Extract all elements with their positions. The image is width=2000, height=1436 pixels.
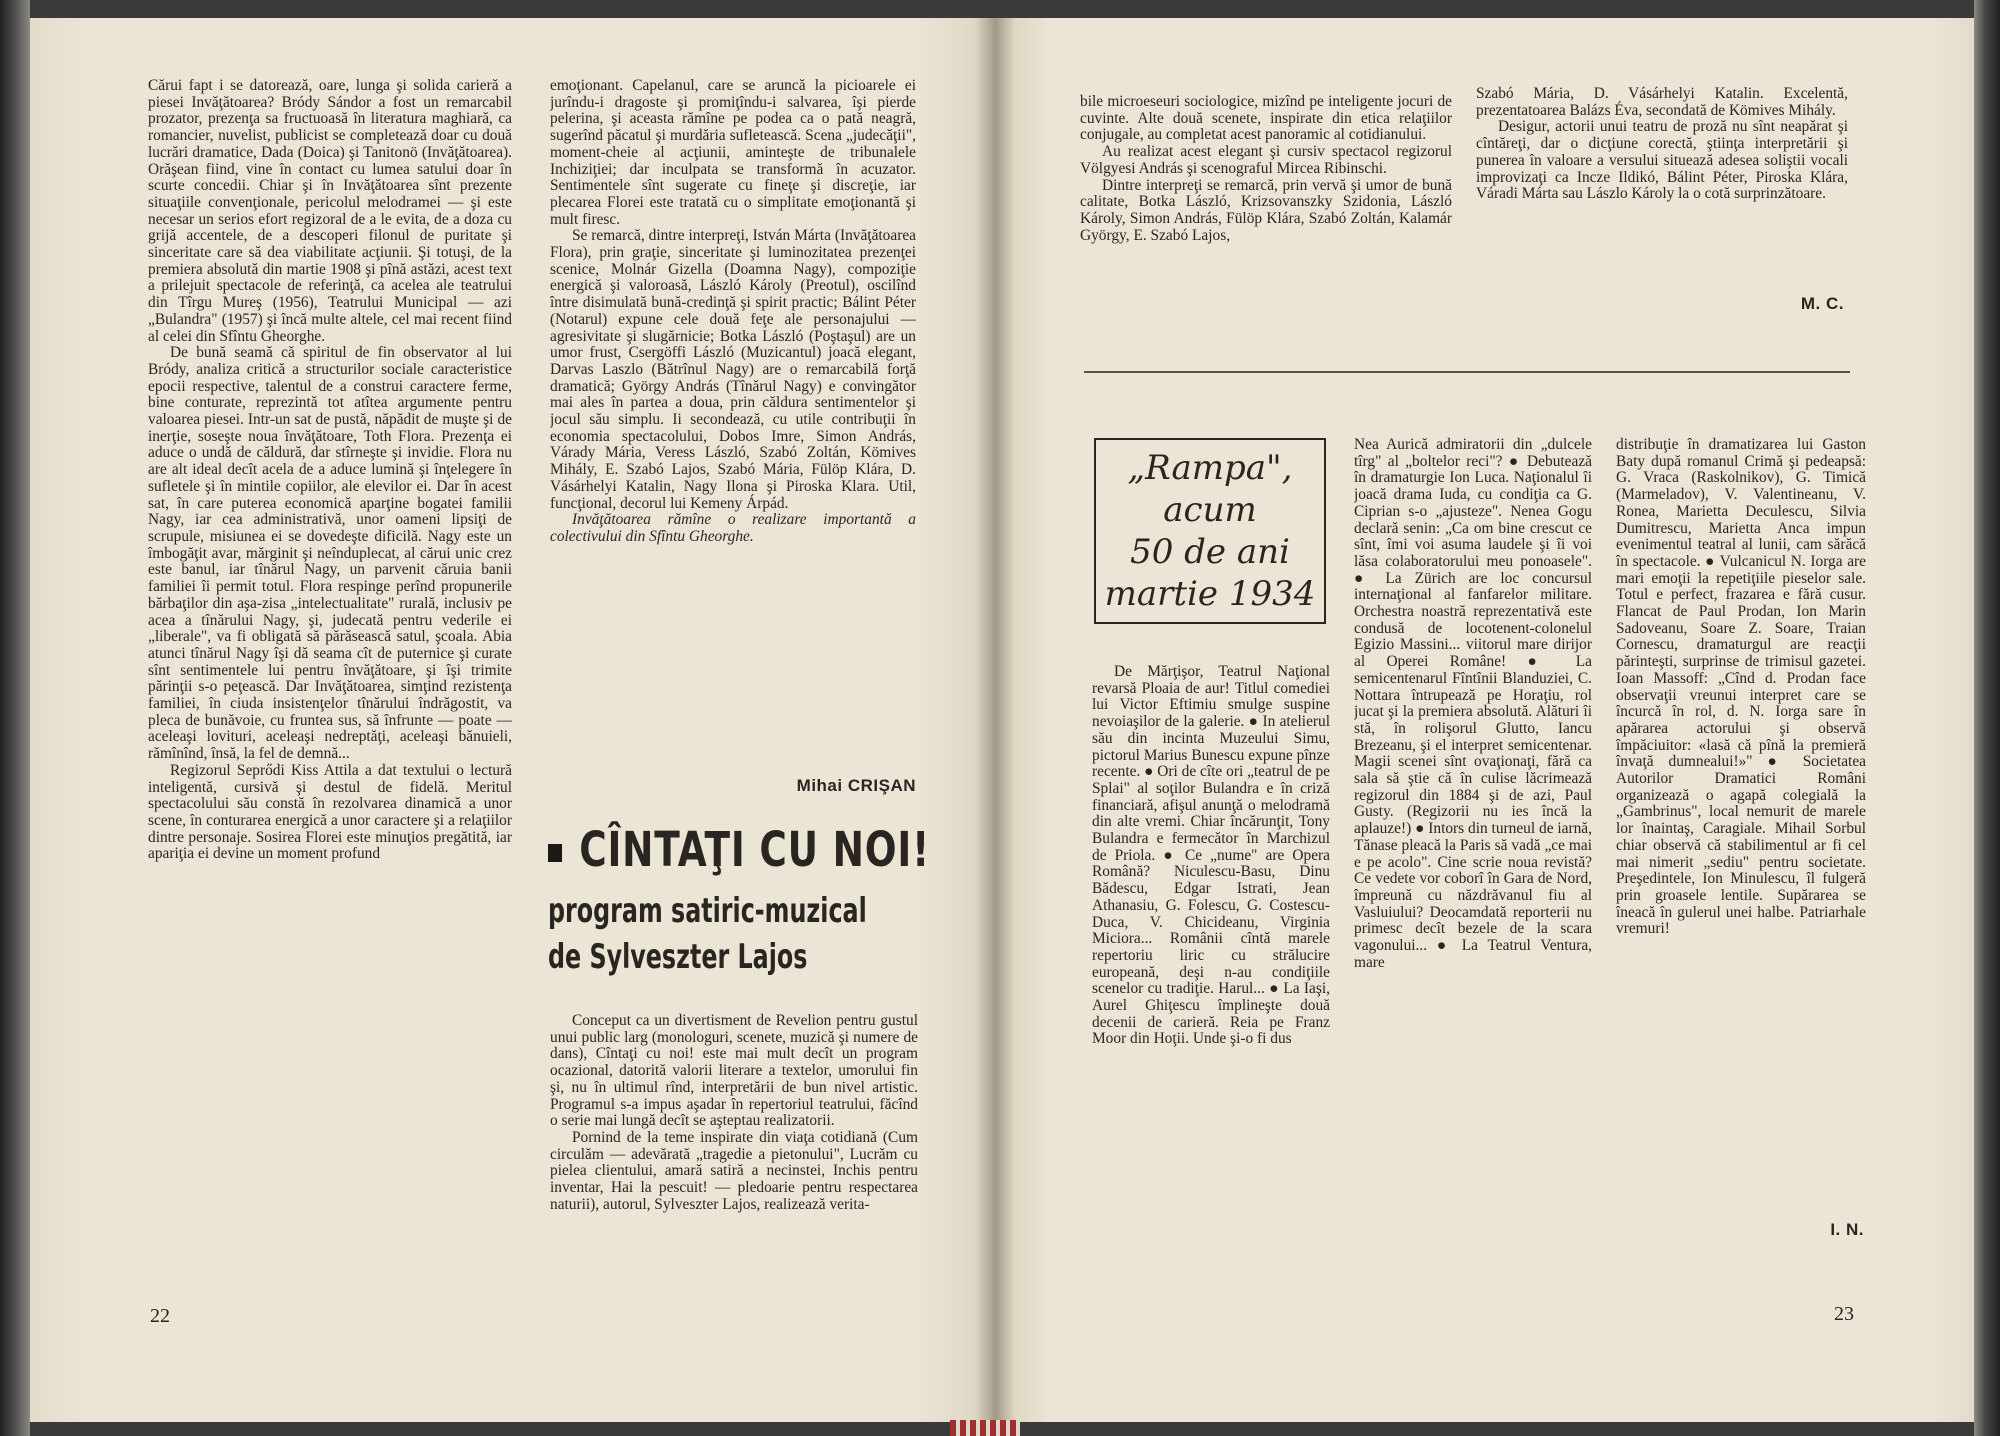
book-binding-right bbox=[1974, 0, 2000, 1436]
paragraph: emoţionant. Capelanul, care se aruncă la picioarele ei jurîndu-i dragoste şi promiţîndu-i salvarea, îşi pierde pelerina, şi aceasta rămîne pe podea ca o pată neagră, sugerînd păcatul şi murdăria sufletească. Scena „judecăţii", moment-cheie al acţiunii, aminteşte de tribunalele Inchiziţiei; dar inculpata se transformă în acuzator. Sentimentele sînt sugerate cu fineţe şi discreţie, iar plecarea Florei este tratată cu o simplitate emoţionantă şi mult firesc. bbox=[550, 78, 916, 228]
bookmark-ribbon bbox=[950, 1420, 1020, 1436]
paragraph: Au realizat acest elegant şi cursiv spectacol regizorul Völgyesi András şi scenograful Mircea Ribinschi. bbox=[1080, 143, 1452, 177]
page-number: 22 bbox=[150, 1305, 170, 1327]
paragraph: Conceput ca un divertisment de Revelion pentru gustul unui public larg (monologuri, scenete, muzică şi numere de dans), Cîntaţi cu noi! este mai mult decît un program ocazional, datorită valorii literare a textelor, umorului fin şi, nu în ultimul rînd, interpretării de bun nivel artistic. Programul s-a impus aşadar în repertoriul teatrului, făcînd o serie mai lungă decît se aşteptau realizatorii. bbox=[550, 1013, 918, 1130]
article-column-5 bbox=[1476, 86, 1848, 291]
page-number: 23 bbox=[1834, 1303, 1854, 1325]
paragraph: Nea Aurică admiratorii din „dulcele tîrg" al „boltelor reci"? ● Debutează în dramaturgie Ion Luca. Naţionalul îi joacă drama Iuda, cu condiţia ca G. Ciprian s-o „ajusteze". Nenea Gogu declară senin: „Ca om bine crescut ce sînt, îmi voi asuma laudele şi îi voi lăsa colaboratorului meu ponoasele". ● La Zürich are loc concursul internaţional al fanfarelor militare. Orchestra noastră reprezentativă este condusă de locotenent-colonelul Egizio Massini... viitorul mare dirijor al Operei Române! ● La semicentenarul Fîntînii Blanduziei, C. Nottara întrupează pe Horaţiu, rol jucat şi la premiera absolută. Alături îi stă, în rolişorul Glutto, Iancu Brezeanu, şi el interpret semicentenar. Magii scenei sînt ovaţionaţi, fără ca sala să ştie că în culise lăcrimează regizorul din 1884 şi de azi, Paul Gusty. (Regizorii nu ies încă la aplauze!) ● Intors din turneul de iarnă, Tănase pleacă la Paris să vadă „ce mai e pe acolo". Cine scrie noua revistă? Ce vedete vor coborî în Gara de Nord, împreună cu năzdrăvanul fiu al Vasluiului? Deocamdată reporterii nu primesc decît bezele de la scara vagonului... ● La Teatrul Ventura, mare bbox=[1354, 437, 1592, 971]
article-column-4 bbox=[1080, 94, 1452, 326]
rampa-date: martie 1934 bbox=[1104, 574, 1316, 614]
section-divider bbox=[1084, 371, 1850, 373]
paragraph: De bună seamă că spiritul de fin observator al lui Bródy, analiza critică a structurilor sociale caracteristice epocii respective, talentul de a construi caractere ferme, bine conturate, reprezintă tot atîtea argumente pentru valoarea piesei. Intr-un sat de pustă, năpădit de muşte şi de inerţie, soseşte noua învăţătoare, Toth Flora. Prezenţa ei aduce o undă de căldură, dar stîrneşte şi invidie. Flora nu are alt ideal decît acela de a aduce lumină şi înţelegere în sufletele şi în mintile copiilor, ale elevilor ei. Dar în acest sat, în care puterea economică aparţine bogatei familii Nagy, iar cea administrativă, unor oameni lipsiţi de scrupule, misiunea ei se dovedeşte dificilă. Nagy este un îmbogăţit avar, mărginit şi neînduplecat, al cărui unic crez este banul, iar tînărul Nagy, un parvenit căruia banii familiei îi permit totul. Flora respinge perînd propunerile bărbaţilor din aşa-zisa „intelectualitate" rurală, inclusiv pe acea a tînărului Nagy, şi, judecată pentru vederile ei „liberale", va fi obligată să părăsească satul, şcoala. Abia atunci tînărul Nagy îşi dă seama cît de puternice şi curate sînt sentimentele lui pentru învăţătoare, şi îşi trimite părinţii s-o peţească. Dar Invăţătoarea, simţind rezistenţa familiei, în ciuda insistenţelor tînărului îndrăgostit, va pleca de bunăvoie, cu fruntea sus, să înfrunte — poate — aceleaşi lovituri, aceleaşi nedreptăţi, aceleaşi bănuieli, rămînînd, însă, la fel de demnă... bbox=[148, 344, 512, 763]
paragraph: distribuţie în dramatizarea lui Gaston Baty după romanul Crimă şi pedeapsă: G. Vraca (Raskolnikov), G. Timică (Marmeladov), V. Valentineanu, V. Ronea, Marietta Deculescu, Silvia Dumitrescu, Marietta Anca impun evenimentul teatral al lunii, cam sărăcă în spectacole. ● Vulcanicul N. Iorga are mari emoţii la repetiţiile pieselor sale. Totul e perfect, frazarea e fără cusur. Flancat de Paul Prodan, Ion Marin Sadoveanu, Soare Z. Soare, Traian Cornescu, dramaturgul are reacţii părinteşti, surprinse de trimisul gazetei. Ioan Massoff: „Cînd d. Prodan face observaţii vreunui interpret care se încurcă în rol, d. N. Iorga sare în apărarea actorului şi observă împăciuitor: «lasă că pînă la premieră învaţă dumnealui!»" ● Societatea Autorilor Dramatici Români organizează o agapă colegială la „Gambrinus", local nemurit de marele lor înaintaş, Caragiale. Mihail Sorbul chiar observă că stabilimentul ar fi cel mai nimerit „sediu" pentru societate. Preşedintele, Ion Minulescu, îl fulgeră prin groasele lentile. Supărarea se îneacă în gulerul unei halbe. Patriarhale vremuri! bbox=[1616, 437, 1866, 938]
paragraph: Pornind de la teme inspirate din viaţa cotidiană (Cum circulăm — adevărată „tragedie a pietonului", Lucrăm cu pielea clientului, amară satiră a necinstei, Inchis pentru inventar, Hai la pescuit! — pledoarie pentru respectarea naturii), autorul, Sylveszter Lajos, realizează verita- bbox=[550, 1128, 918, 1213]
square-bullet-icon bbox=[548, 844, 562, 862]
paragraph: Dintre interpreţi se remarcă, prin vervă şi umor de bună calitate, Botka László, Krizsovanszky Szidonia, László Károly, Simon András, Fülöp Klára, Szabó Zoltán, Kalamár György, E. Szabó Lajos, bbox=[1080, 176, 1452, 244]
rampa-column-2 bbox=[1354, 437, 1592, 1249]
book-binding-left bbox=[0, 0, 30, 1436]
feature-title-block bbox=[548, 822, 928, 980]
feature-subtitle: program satiric-muzical bbox=[548, 891, 867, 931]
paragraph: Desigur, actorii unui teatru de proză nu sînt neapărat şi cîntăreţi, dar o dicţiune corectă, ştiinţa interpretării şi punerea în valoare a versului situează adesea soliştii vocali improvizaţi ca Incze Ildikó, Bálint Péter, Piroska Klára, Váradi Márta sau Lászlo Károly la o cotă surprinzătoare. bbox=[1476, 118, 1848, 203]
article-column-3 bbox=[550, 1013, 918, 1313]
paragraph: De Mărţişor, Teatrul Naţional revarsă Ploaia de aur! Titlul comediei lui Victor Eftimiu smulge suspine nevoiaşilor de la galerie. ● In atelierul său din incinta Muzeului Simu, pictorul Marius Bunescu expune pînze recente. ● Ori de cîte ori „teatrul de pe Splai" al soţilor Bulandra e în criză financiară, afişul anunţă o melodramă din alte vremi. Chiar încărunţit, Tony Bulandra e fermecător în Marchizul de Priola. ● Ce „nume" are Opera Română? Niculescu-Basu, Dinu Bădescu, Edgar Istrati, Jean Athanasiu, G. Folescu, G. Costescu-Duca, V. Chicideanu, Virginia Miciora... Românii cîntă marele repertoriu liric cu strălucire europeană, deşi n-au condiţiile scenelor cu tradiţie. Harul... ● La Iaşi, Aurel Ghiţescu împlineşte două decenii de carieră. Reia pe Franz Moor din Hoţii. Unde şi-o fi dus bbox=[1092, 664, 1330, 1048]
rampa-column-1 bbox=[1092, 664, 1330, 1249]
paragraph: Se remarcă, dintre interpreţi, István Márta (Invăţătoarea Flora), prin graţie, sinceritate şi luminozitatea prezenţei scenice, Molnár Gizella (Doamna Nagy), compoziţie energică şi valoroasă, László Károly (Preotul), oscilînd între disimulată bună-credinţă şi spirit practic; Bálint Péter (Notarul) expune cele două feţe ale personajului — agresivitate şi slugărnicie; Botka László (Poştaşul) are un umor frust, Csergöffi László (Muzicantul) joacă elegant, Darvas Laszlo (Bătrînul Nagy) are o remarcabilă forţă dramatică; György András (Tînărul Nagy) e convingător mai ales în partea a doua, prin căldura sentimentelor şi jocul său simplu. Ii secondează, cu utile contribuţii în economia spectacolului, Dobos Imre, Simon András, Várady Mária, Veress László, Szabó Zoltán, Kömives Mihály, E. Szabó Lajos, Szabó Mária, Fülöp Klára, D. Vásárhelyi Katalin, Nagy Ilona şi Piroska Klara. Util, funcţional, decorul lui Kemeny Árpád. bbox=[550, 227, 916, 512]
feature-title: CÎNTAŢI CU NOI! bbox=[548, 822, 844, 878]
author-signature: M. C. bbox=[1800, 294, 1844, 313]
feature-subtitle: de Sylveszter Lajos bbox=[548, 937, 808, 977]
rampa-title: „Rampa", bbox=[1127, 448, 1293, 488]
author-signature: Mihai CRIŞAN bbox=[796, 776, 916, 795]
paragraph: bile microeseuri sociologice, mizînd pe inteligente jocuri de cuvinte. Alte două scenete, inspirate din etica relaţiilor conjugale, au completat acest panoramic al cotidianului. bbox=[1080, 94, 1452, 144]
rampa-column-3 bbox=[1616, 437, 1866, 1223]
rampa-heading-box bbox=[1094, 438, 1326, 624]
article-column-1 bbox=[148, 78, 512, 1308]
rampa-subtitle: 50 de ani bbox=[1130, 532, 1290, 572]
paragraph: Szabó Mária, D. Vásárhelyi Katalin. Excelentă, prezentatoarea Balázs Éva, secondată de Kömives Mihály. bbox=[1476, 86, 1848, 119]
book-gutter bbox=[975, 18, 1015, 1422]
rampa-subtitle: acum bbox=[1163, 490, 1257, 530]
article-column-2 bbox=[550, 78, 916, 758]
paragraph: Cărui fapt i se datorează, oare, lunga şi solida carieră a piesei Invăţătoarea? Bródy Sándor a fost un remarcabil prozator, prezenţa sa fructuoasă în literatura maghiară, ca romancier, nuvelist, publicist se completează doar cu două lucrări dramatice, Dada (Doica) şi Tanitonö (Invăţătoarea). Orăşean fiind, vine în contact cu lumea satului doar în scurte concedii. Chiar şi în Invăţătoarea sînt prezente situaţiile convenţionale, pericolul melodramei — şi este necesar un serios efort regizoral de a le evita, de a doza cu grijă accentele, de a descoperi filonul de puritate şi sinceritate care să dea viabilitate acţiunii. Şi totuşi, de la premiera absolută din martie 1908 şi pînă astăzi, acest text a prilejuit spectacole de referinţă, ca acelea ale teatrului din Tîrgu Mureş (1956), Teatrului Municipal — azi „Bulandra" (1957) şi încă multe altele, cel mai recent fiind al celei din Sfîntu Gheorghe. bbox=[148, 78, 512, 345]
author-signature: I. N. bbox=[1830, 1220, 1864, 1239]
paragraph: Regizorul Seprődi Kiss Attila a dat textului o lectură inteligentă, cursivă şi destul de fidelă. Meritul spectacolului său constă în rezolvarea dinamică a unor scene, în conturarea energică a unor caractere şi a relaţiilor dintre personaje. Sosirea Florei este minuţios pregătită, iar apariţia ei devine un moment profund bbox=[148, 761, 512, 863]
paragraph: Invăţătoarea rămîne o realizare importantă a colectivului din Sfîntu Gheorghe. bbox=[550, 511, 916, 545]
